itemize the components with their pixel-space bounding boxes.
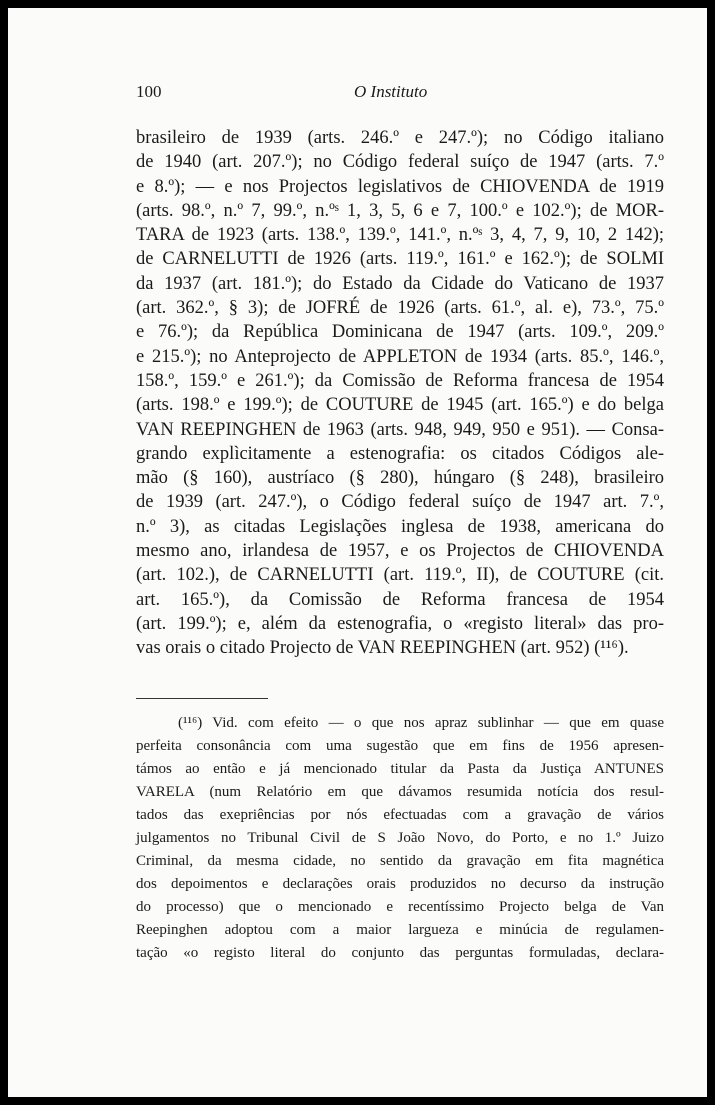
footnote-line: perfeita consonância com uma sugestão que em fins de 1956 apresen- [136,738,664,754]
body-line: n.º 3), as citadas Legislações inglesa de 1938, americana do [136,516,664,537]
footnote-line: (¹¹⁶) Vid. com efeito — o que nos apraz sublinhar — que em quase [178,715,664,731]
page-number: 100 [136,82,162,101]
footnote-line: VARELA (num Relatório em que dávamos resumida notícia dos resul- [136,784,664,800]
body-line: de CARNELUTTI de 1926 (arts. 119.º, 161.º e 162.º); de SOLMI [136,249,664,270]
body-line: (arts. 198.º e 199.º); de COUTURE de 1945 (art. 165.º) e do belga [136,395,664,416]
body-line: e 215.º); no Anteprojecto de APPLETON de 1934 (arts. 85.º, 146.º, [136,346,664,367]
footnote-rule [136,698,268,699]
body-line: (art. 102.), de CARNELUTTI (art. 119.º, II), de COUTURE (cit. [136,565,664,586]
body-line: (art. 362.º, § 3); de JOFRÉ de 1926 (arts. 61.º, al. e), 73.º, 75.º [136,298,664,319]
body-line: TARA de 1923 (arts. 138.º, 139.º, 141.º, n.ºˢ 3, 4, 7, 9, 10, 2 142); [136,225,664,246]
body-line: art. 165.º), da Comissão de Reforma francesa de 1954 [136,589,664,610]
footnote-line: tados das exepriências por nós efectuadas com a gravação de vários [136,807,664,823]
footnote [136,712,664,965]
body-line: mão (§ 160), austríaco (§ 280), húngaro (§ 248), brasileiro [136,468,664,489]
body-line: brasileiro de 1939 (arts. 246.º e 247.º); no Código italiano [136,128,664,148]
body-line: de 1940 (art. 207.º); no Código federal suíço de 1947 (arts. 7.º [136,152,664,173]
footnote-line: támos ao então e já mencionado titular da Pasta da Justiça ANTUNES [136,761,664,777]
body-line: da 1937 (art. 181.º); do Estado da Cidade do Vaticano de 1937 [136,273,664,294]
running-head [136,82,596,108]
body-line: e 8.º); — e nos Projectos legislativos de CHIOVENDA de 1919 [136,176,664,197]
footnote-line: do processo) que o mencionado e recentíssimo Projecto belga de Van [136,899,664,915]
body-line: de 1939 (art. 247.º), o Código federal suíço de 1947 art. 7.º, [136,492,664,513]
body-line: (art. 199.º); e, além da estenografia, o «registo literal» das pro- [136,613,664,634]
body-line: e 76.º); da República Dominicana de 1947 (arts. 109.º, 209.º [136,322,664,343]
body-line: grando explìcitamente a estenografia: os citados Códigos ale- [136,443,664,464]
footnote-line: Criminal, da mesma cidade, no sentido da gravação em fita magnética [136,853,664,869]
body-line: vas orais o citado Projecto de VAN REEPINGHEN (art. 952) (¹¹⁶). [136,638,629,659]
body-line: (arts. 98.º, n.º 7, 99.º, n.ºˢ 1, 3, 5, 6 e 7, 100.º e 102.º); de MOR- [136,200,664,221]
book-page [8,8,707,1097]
body-line: 158.º, 159.º e 261.º); da Comissão de Reforma francesa de 1954 [136,370,664,391]
footnote-line: dos depoimentos e declarações orais produzidos no decurso da instrução [136,876,664,892]
journal-title: O Instituto [354,82,428,101]
body-text [136,126,664,661]
body-line: mesmo ano, irlandesa de 1957, e os Projectos de CHIOVENDA [136,541,664,562]
footnote-line: julgamentos no Tribunal Civil de S João Novo, do Porto, e no 1.º Juizo [136,830,664,846]
footnote-line: tação «o registo literal do conjunto das perguntas formuladas, declara- [136,945,664,961]
body-line: VAN REEPINGHEN de 1963 (arts. 948, 949, 950 e 951). — Consa- [136,419,664,440]
footnote-line: Reepinghen adoptou com a maior largueza e minúcia de regulamen- [136,922,664,938]
